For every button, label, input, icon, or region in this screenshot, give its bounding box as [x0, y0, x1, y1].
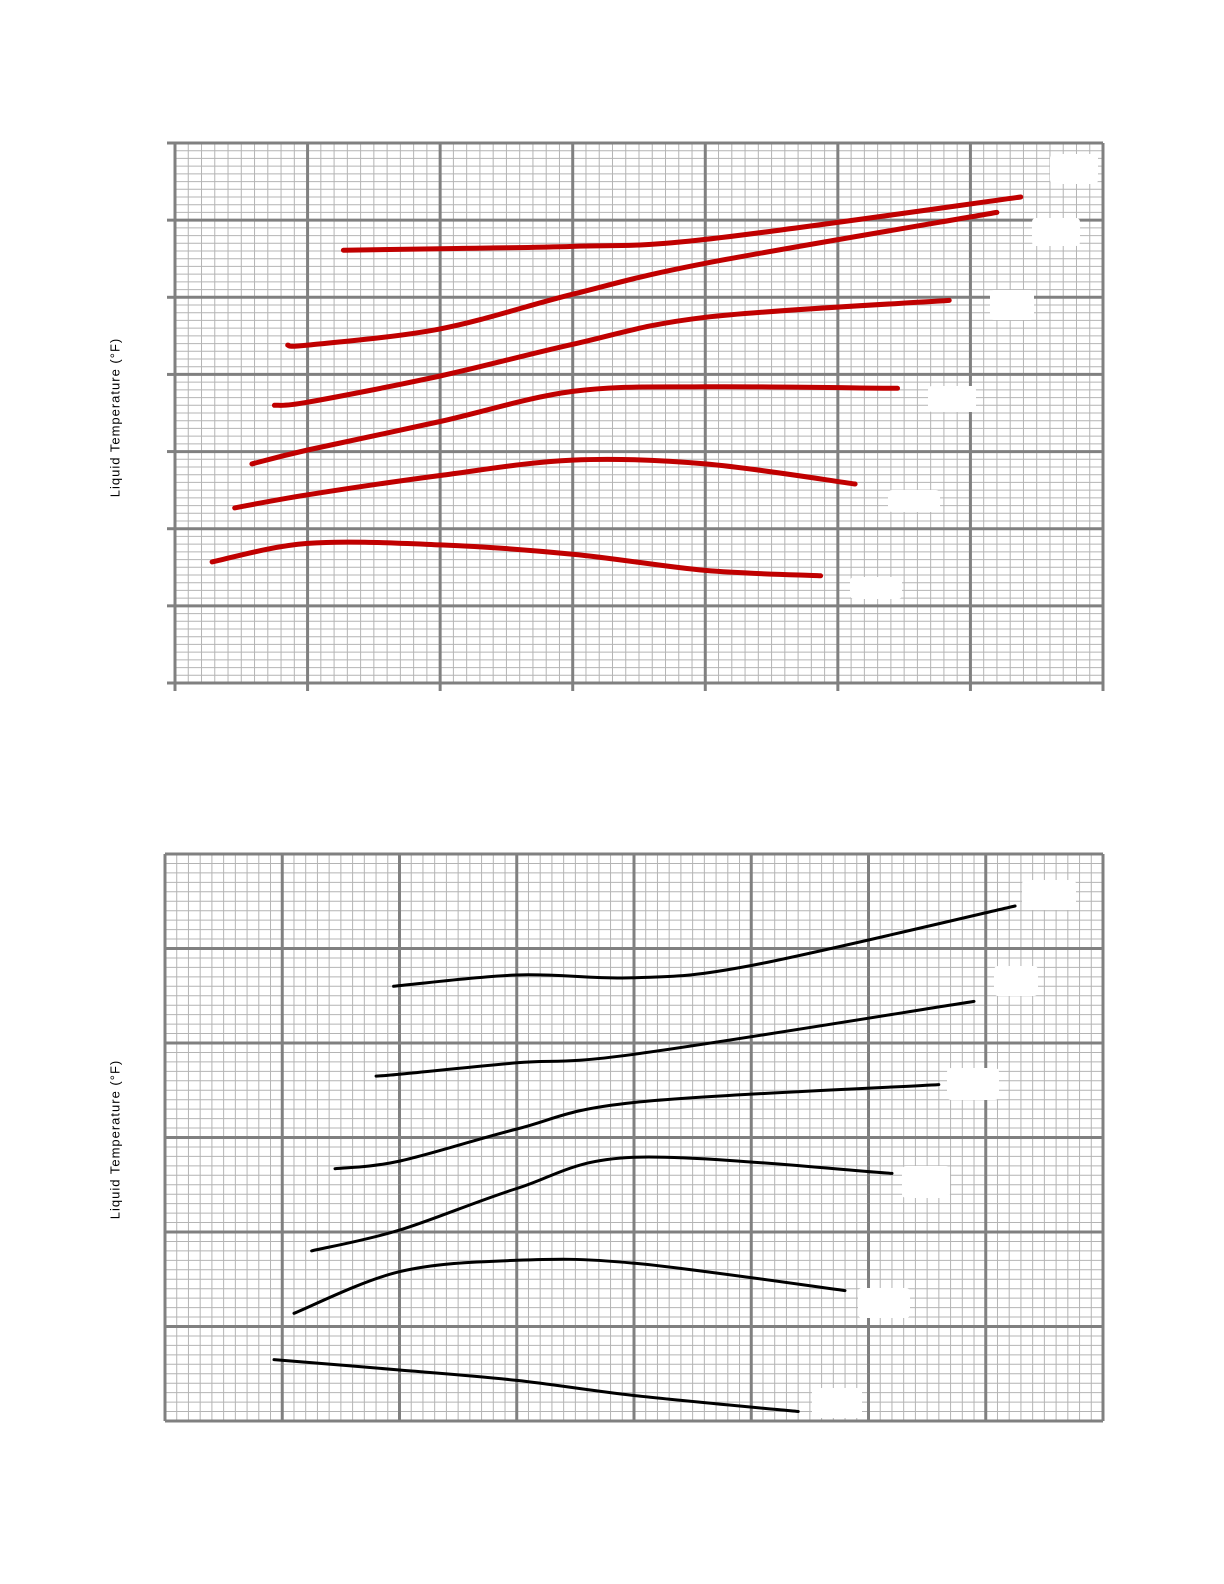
chart-bottom: [165, 854, 1103, 1421]
curve-label-box: [928, 386, 976, 412]
curve-label-box: [858, 1288, 910, 1318]
curve-label-box: [1032, 218, 1080, 246]
curve-label-box: [990, 290, 1034, 320]
curve-label-box: [902, 1166, 950, 1198]
curve-label-box: [1022, 880, 1076, 910]
series-line-5: [376, 1001, 974, 1076]
curve-label-box: [812, 1388, 862, 1418]
curve-label-box: [947, 1068, 999, 1100]
series-line-1: [212, 542, 821, 576]
curve-label-box: [1050, 154, 1098, 184]
y-axis-label: Liquid Temperature (°F): [107, 1059, 123, 1220]
chart-top: [167, 143, 1103, 691]
curve-label-box: [888, 490, 940, 512]
y-axis-label: Liquid Temperature (°F): [107, 337, 123, 498]
curve-label-box: [994, 966, 1038, 996]
curve-label-box: [850, 577, 902, 599]
series-line-2: [294, 1259, 845, 1313]
